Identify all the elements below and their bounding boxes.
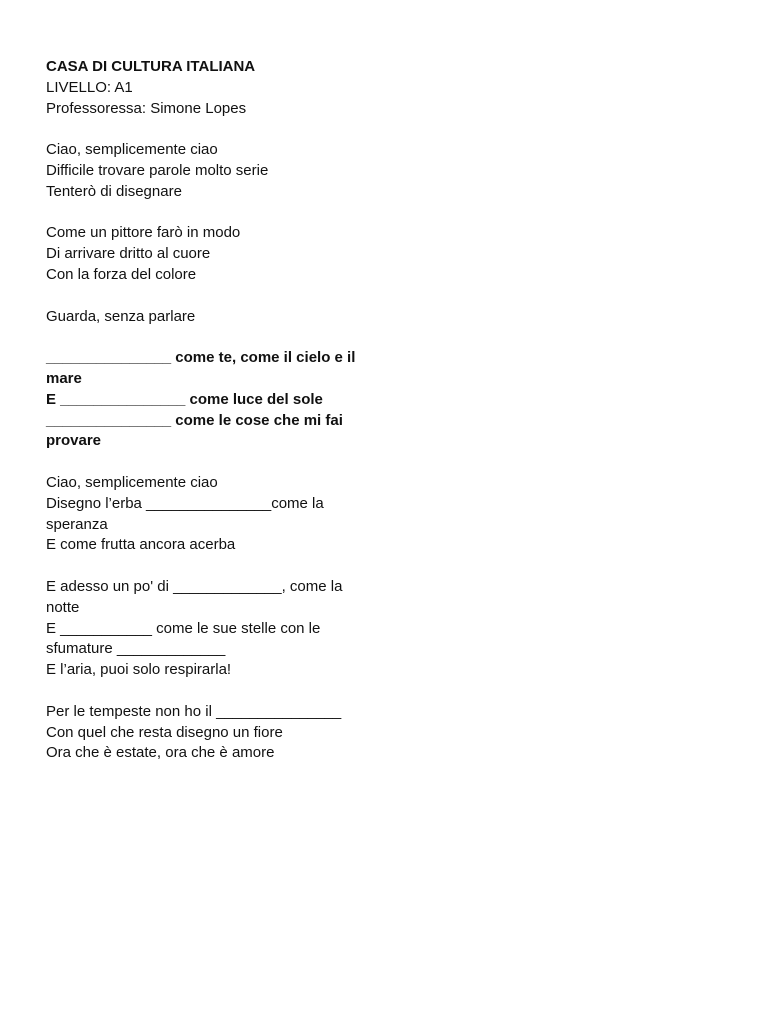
lyric-line: Con la forza del colore bbox=[46, 265, 197, 283]
fill-in-line: sfumature _____________ bbox=[46, 640, 226, 658]
school-title: CASA DI CULTURA ITALIANA bbox=[46, 58, 256, 75]
lyric-line: Tenterò di disegnare bbox=[46, 182, 182, 200]
spacer bbox=[46, 119, 386, 140]
lyric-line: E l’aria, puoi solo respirarla! bbox=[46, 661, 232, 679]
spacer bbox=[46, 556, 386, 577]
teacher-label: Professoressa: Simone Lopes bbox=[46, 99, 247, 117]
fill-in-line: _______________ come te, come il cielo e il bbox=[46, 349, 356, 367]
fill-in-line: E adesso un po' di _____________, come la bbox=[46, 577, 343, 595]
lyric-line: Come un pittore farò in modo bbox=[46, 224, 241, 242]
fill-in-line: mare bbox=[46, 369, 82, 387]
fill-in-line: _______________ come le cose che mi fai bbox=[46, 411, 343, 429]
fill-in-line: E _______________ come luce del sole bbox=[46, 390, 323, 408]
spacer bbox=[46, 286, 386, 307]
lyric-line: Con quel che resta disegno un fiore bbox=[46, 723, 283, 741]
lyric-line: Difficile trovare parole molto serie bbox=[46, 161, 269, 179]
lyric-line: notte bbox=[46, 598, 80, 616]
worksheet bbox=[46, 57, 386, 764]
spacer bbox=[46, 327, 386, 348]
lyric-line: speranza bbox=[46, 515, 108, 533]
lyric-line: Guarda, senza parlare bbox=[46, 307, 196, 325]
lyric-line: Di arrivare dritto al cuore bbox=[46, 245, 211, 263]
spacer bbox=[46, 203, 386, 224]
lyric-line: Ciao, semplicemente ciao bbox=[46, 141, 218, 159]
fill-in-line: E ___________ come le sue stelle con le bbox=[46, 619, 321, 637]
lyric-line: Ciao, semplicemente ciao bbox=[46, 473, 218, 491]
level-label: LIVELLO: A1 bbox=[46, 78, 133, 96]
lyric-line: E come frutta ancora acerba bbox=[46, 536, 236, 554]
lyric-line: Ora che è estate, ora che è amore bbox=[46, 744, 275, 762]
spacer bbox=[46, 681, 386, 702]
fill-in-line: provare bbox=[46, 432, 102, 450]
fill-in-line: Per le tempeste non ho il _______________ bbox=[46, 702, 342, 720]
spacer bbox=[46, 452, 386, 473]
fill-in-line: Disegno l’erba _______________come la bbox=[46, 494, 324, 512]
